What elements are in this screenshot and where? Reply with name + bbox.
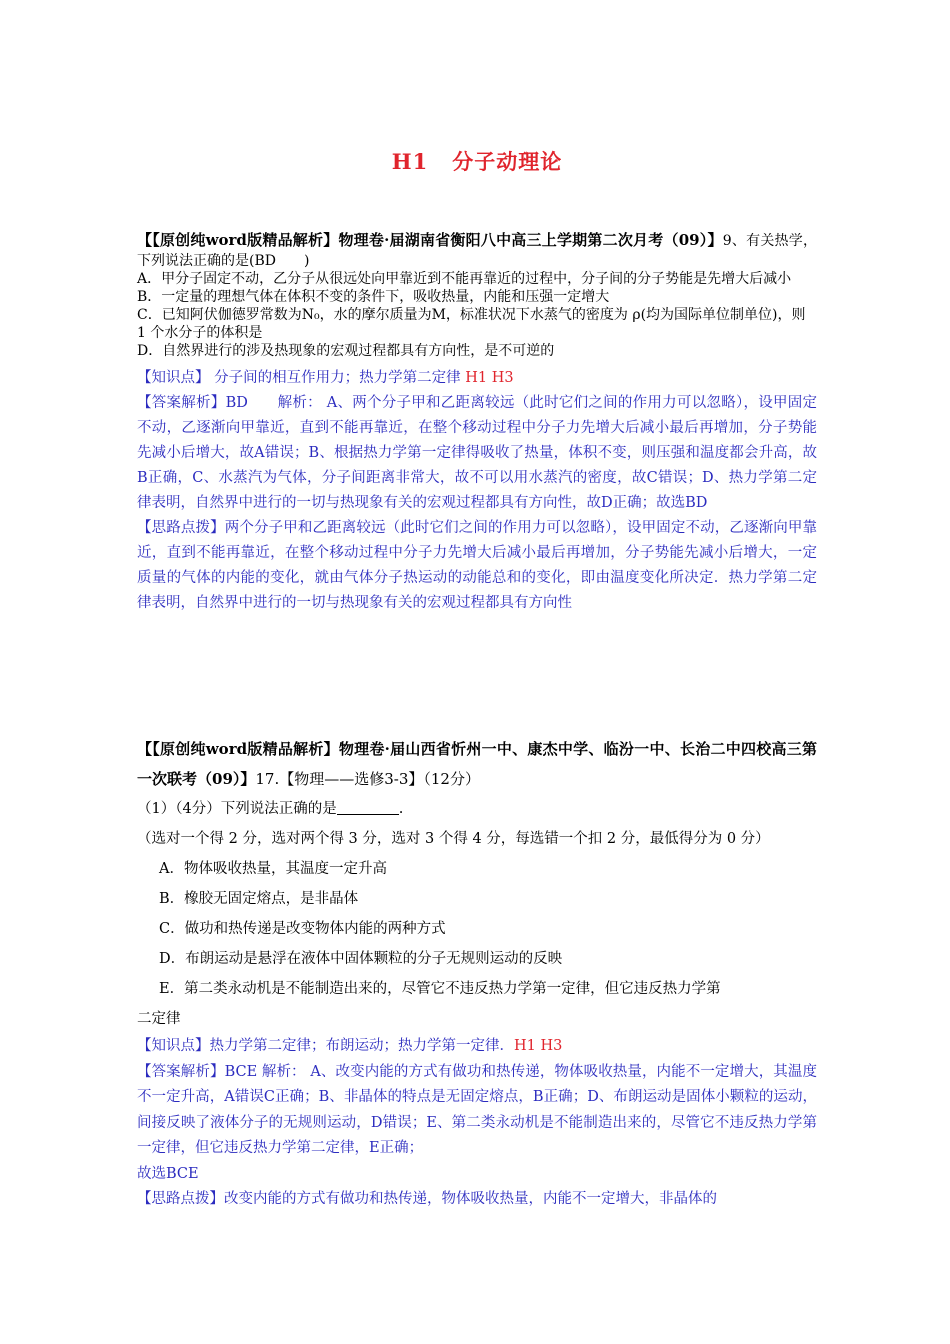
q1-knowledge-codes: H1 H3	[465, 370, 514, 386]
q2-option-e-tail: 二定律	[137, 1011, 181, 1027]
q2-source-text: 【【原创纯word版精品解析】物理卷·届山西省忻州一中、康杰中学、临汾一中、长治二中四校高三第一次联考（09）】	[137, 740, 817, 788]
q2-hint	[137, 1187, 817, 1213]
q1-option-a: A．甲分子固定不动，乙分子从很远处向甲靠近到不能再靠近的过程中，分子间的分子势能是先增大后减小	[137, 271, 792, 287]
q1-option-d: D．自然界进行的涉及热现象的宏观过程都具有方向性，是不可逆的	[137, 343, 555, 359]
q1-hint-tag: 【思路点拨】	[137, 520, 225, 536]
q1-hint	[137, 516, 817, 616]
q2-knowledge	[137, 1034, 817, 1060]
q2-option-e: E．第二类永动机是不能制造出来的，尽管它不违反热力学第一定律，但它违反热力学第	[159, 981, 721, 997]
q2-stem: 17.【物理——选修3-3】（12分）	[255, 770, 480, 788]
q1-stem: 9、有关热学，下列说法正确的是(BD )	[137, 233, 817, 269]
q2-option-c: C．做功和热传递是改变物体内能的两种方式	[159, 921, 446, 937]
q2-option-a: A．物体吸收热量，其温度一定升高	[159, 861, 387, 877]
q2-knowledge-text: 热力学第二定律；布朗运动；热力学第一定律．	[209, 1038, 514, 1054]
q1-analysis-tag: 【答案解析】	[137, 395, 226, 411]
q2-analysis-text: BCE 解析： A、改变内能的方式有做功和热传递，物体吸收热量，内能不一定增大，其温度不一定升高，A错误C正确；B、非晶体的特点是无固定熔点，B正确；D、布朗运动是固体小颗粒的运动，间接反映了液体分子的无规则运动，D错误；E、第二类永动机是不能制造出来的，尽管它不违反热力学第一定律，但它违反热力学第二定律，E正确；	[137, 1063, 817, 1156]
q2-scoring: （选对一个得 2 分，选对两个得 3 分，选对 3 个得 4 分，每选错一个扣 2 分，最低得分为 0 分）	[137, 831, 770, 847]
q2-hint-text: 改变内能的方式有做功和热传递，物体吸收热量，内能不一定增大，非晶体的	[224, 1191, 717, 1207]
q2-source	[137, 734, 817, 794]
q1-option-b: B．一定量的理想气体在体积不变的条件下，吸收热量，内能和压强一定增大	[137, 289, 610, 305]
q2-analysis-end: 故选BCE	[137, 1165, 199, 1182]
q2-option-b: B．橡胶无固定熔点，是非晶体	[159, 891, 359, 907]
question-2	[137, 734, 817, 1213]
q1-source	[137, 230, 817, 270]
q2-part1-text: （1）（4分）下列说法正确的是	[137, 801, 337, 817]
q1-analysis-text: BD 解析： A、两个分子甲和乙距离较远（此时它们之间的作用力可以忽略），设甲固定不动，乙逐渐向甲靠近，直到不能再靠近，在整个移动过程中分子力先增大后减小最后再增加，分子势能先减小后增大，故A错误；B、根据热力学第一定律得吸收了热量，体积不变，则压强和温度都会升高，故B正确，C、水蒸汽为气体，分子间距离非常大，故不可以用水蒸汽的密度，故C错误；D、热力学第二定律表明，自然界中进行的一切与热现象有关的宏观过程都具有方向性，故D正确；故选BD	[137, 395, 818, 511]
document-title	[137, 146, 817, 176]
title-text: 分子动理论	[452, 149, 563, 174]
q1-option-c: C．已知阿伏伽德罗常数为N₀，水的摩尔质量为M，标准状况下水蒸气的密度为 ρ(均为国际单位制单位)，则 1 个水分子的体积是	[137, 307, 806, 341]
q2-option-d: D．布朗运动是悬浮在液体中固体颗粒的分子无规则运动的反映	[159, 951, 563, 967]
q2-analysis	[137, 1060, 817, 1162]
q1-analysis	[137, 391, 817, 516]
q1-knowledge-tag: 【知识点】	[137, 370, 210, 386]
q2-part1-end: .	[398, 801, 404, 817]
q1-hint-text: 两个分子甲和乙距离较远（此时它们之间的作用力可以忽略），设甲固定不动，乙逐渐向甲靠近，直到不能再靠近，在整个移动过程中分子力先增大后减小最后再增加，分子势能先减小后增大，一定质量的气体的内能的变化，就由气体分子热运动的动能总和的变化，即由温度变化所决定．热力学第二定律表明，自然界中进行的一切与热现象有关的宏观过程都具有方向性	[137, 520, 817, 611]
q2-part1	[137, 794, 817, 824]
q2-knowledge-tag: 【知识点】	[137, 1038, 210, 1054]
question-1	[137, 230, 817, 616]
q1-source-text: 【【原创纯word版精品解析】物理卷·届湖南省衡阳八中高三上学期第二次月考（09）】	[137, 231, 723, 249]
answer-blank	[337, 800, 399, 815]
title-code: H1	[391, 149, 429, 174]
q2-analysis-tag: 【答案解析】	[137, 1063, 225, 1080]
q1-knowledge	[137, 366, 817, 391]
q2-knowledge-codes: H1 H3	[514, 1038, 563, 1054]
q1-knowledge-text: 分子间的相互作用力；热力学第二定律	[209, 370, 466, 386]
q2-hint-tag: 【思路点拨】	[137, 1191, 224, 1207]
